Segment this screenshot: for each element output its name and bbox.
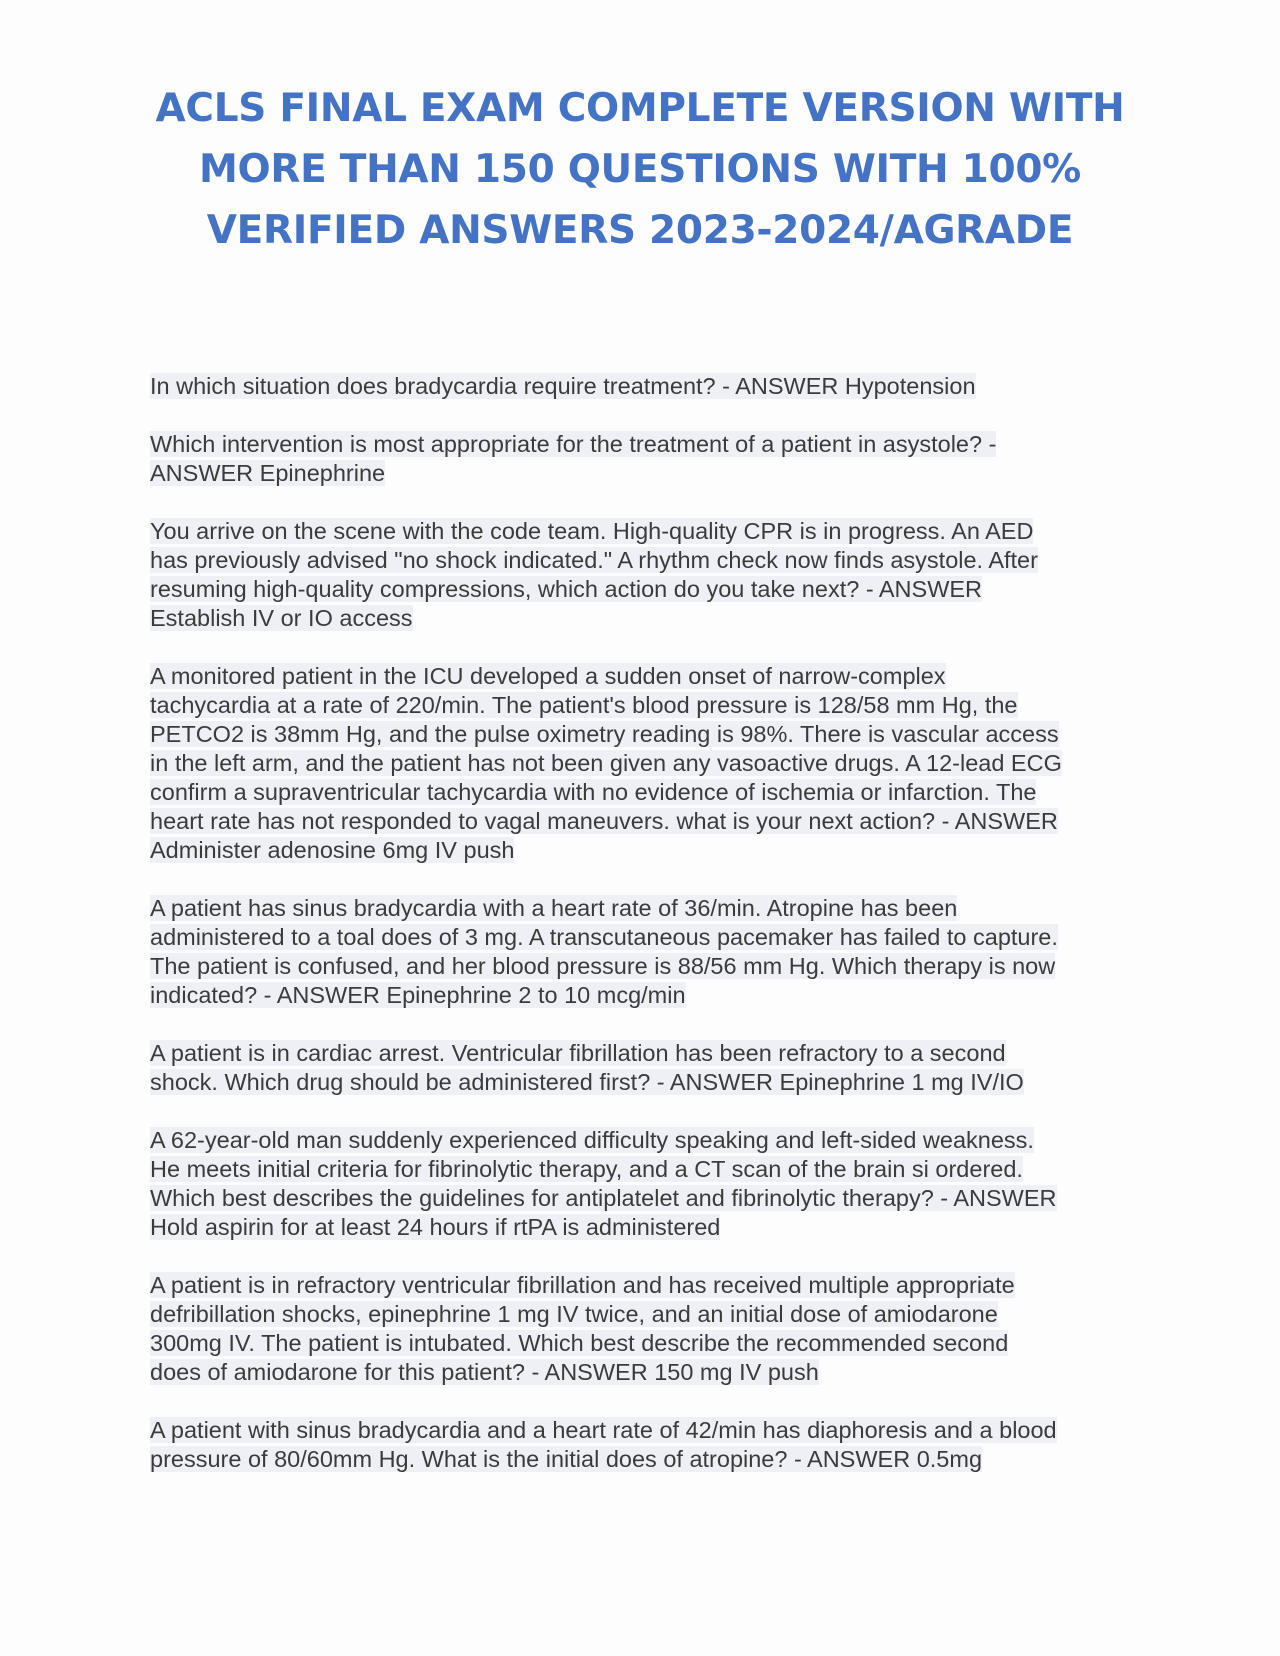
qa-line: In which situation does bradycardia require treatment? - ANSWER Hypotension bbox=[150, 373, 976, 399]
qa-line: in the left arm, and the patient has not been given any vasoactive drugs. A 12-lead ECG bbox=[150, 750, 1062, 776]
qa-line: defribillation shocks, epinephrine 1 mg IV twice, and an initial dose of amiodarone bbox=[150, 1301, 998, 1327]
qa-item bbox=[150, 1271, 1140, 1387]
qa-item bbox=[150, 1126, 1140, 1242]
qa-line: The patient is confused, and her blood pressure is 88/56 mm Hg. Which therapy is now bbox=[150, 953, 1056, 979]
qa-line: tachycardia at a rate of 220/min. The patient's blood pressure is 128/58 mm Hg, the bbox=[150, 692, 1018, 718]
qa-line: Which intervention is most appropriate for the treatment of a patient in asystole? - bbox=[150, 431, 997, 457]
qa-line: administered to a toal does of 3 mg. A transcutaneous pacemaker has failed to capture. bbox=[150, 924, 1058, 950]
title-line-2: MORE THAN 150 QUESTIONS WITH 100% bbox=[199, 147, 1081, 192]
qa-line: You arrive on the scene with the code team. High-quality CPR is in progress. An AED bbox=[150, 518, 1034, 544]
qa-line: He meets initial criteria for fibrinolytic therapy, and a CT scan of the brain si ordered. bbox=[150, 1156, 1023, 1182]
qa-line: Administer adenosine 6mg IV push bbox=[150, 837, 515, 863]
qa-line: Establish IV or IO access bbox=[150, 605, 413, 631]
qa-item bbox=[150, 517, 1140, 633]
qa-line: A patient with sinus bradycardia and a heart rate of 42/min has diaphoresis and a blood bbox=[150, 1417, 1057, 1443]
qa-line: does of amiodarone for this patient? - ANSWER 150 mg IV push bbox=[150, 1359, 819, 1385]
qa-line: Which best describes the guidelines for antiplatelet and fibrinolytic therapy? - ANSWER bbox=[150, 1185, 1057, 1211]
title-line-1: ACLS FINAL EXAM COMPLETE VERSION WITH bbox=[155, 86, 1125, 131]
qa-line: PETCO2 is 38mm Hg, and the pulse oximetry reading is 98%. There is vascular access bbox=[150, 721, 1059, 747]
qa-line: confirm a supraventricular tachycardia with no evidence of ischemia or infarction. The bbox=[150, 779, 1037, 805]
qa-line: 300mg IV. The patient is intubated. Which best describe the recommended second bbox=[150, 1330, 1009, 1356]
question-answer-list bbox=[150, 372, 1140, 1503]
qa-line: A monitored patient in the ICU developed a sudden onset of narrow-complex bbox=[150, 663, 946, 689]
qa-line: pressure of 80/60mm Hg. What is the initial does of atropine? - ANSWER 0.5mg bbox=[150, 1446, 983, 1472]
qa-item bbox=[150, 662, 1140, 865]
qa-line: A patient is in refractory ventricular fibrillation and has received multiple appropriate bbox=[150, 1272, 1015, 1298]
qa-item bbox=[150, 1416, 1140, 1474]
qa-line: shock. Which drug should be administered first? - ANSWER Epinephrine 1 mg IV/IO bbox=[150, 1069, 1024, 1095]
qa-line: ANSWER Epinephrine bbox=[150, 460, 386, 486]
qa-item bbox=[150, 1039, 1140, 1097]
qa-line: A 62-year-old man suddenly experienced difficulty speaking and left-sided weakness. bbox=[150, 1127, 1034, 1153]
qa-line: resuming high-quality compressions, which action do you take next? - ANSWER bbox=[150, 576, 983, 602]
qa-line: A patient has sinus bradycardia with a heart rate of 36/min. Atropine has been bbox=[150, 895, 958, 921]
qa-line: indicated? - ANSWER Epinephrine 2 to 10 mcg/min bbox=[150, 982, 686, 1008]
qa-item bbox=[150, 430, 1140, 488]
qa-line: A patient is in cardiac arrest. Ventricular fibrillation has been refractory to a second bbox=[150, 1040, 1006, 1066]
qa-line: has previously advised "no shock indicated." A rhythm check now finds asystole. After bbox=[150, 547, 1038, 573]
qa-item bbox=[150, 372, 1140, 401]
document-title bbox=[120, 78, 1160, 261]
title-line-3: VERIFIED ANSWERS 2023-2024/AGRADE bbox=[206, 208, 1074, 253]
qa-line: Hold aspirin for at least 24 hours if rtPA is administered bbox=[150, 1214, 721, 1240]
qa-line: heart rate has not responded to vagal maneuvers. what is your next action? - ANSWER bbox=[150, 808, 1058, 834]
qa-item bbox=[150, 894, 1140, 1010]
